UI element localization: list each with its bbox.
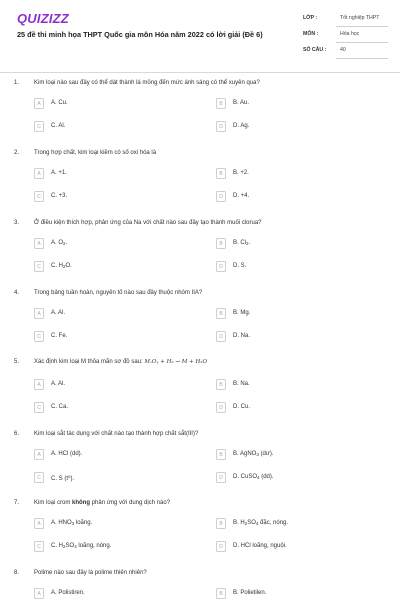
option-a[interactable] [34, 449, 184, 461]
question-number: 5. [14, 359, 20, 365]
quizizz-logo: QUIZIZZ [17, 11, 69, 26]
option-text: A. Polistiren. [51, 590, 85, 596]
option-c[interactable] [34, 121, 184, 133]
option-d[interactable] [216, 261, 366, 273]
option-letter: D [216, 261, 226, 272]
option-d[interactable] [216, 472, 366, 484]
option-text: D. Cu. [233, 404, 251, 410]
option-text: C. Ca. [51, 404, 69, 410]
reaction-formula: MₓOᵧ + H₂ → M + H₂O [144, 359, 207, 365]
option-text: C. +3. [51, 193, 68, 199]
option-letter: C [34, 191, 44, 202]
option-text: B. +2. [233, 170, 249, 176]
option-text: D. Ag. [233, 123, 250, 129]
option-letter: D [216, 191, 226, 202]
option-letter: B [216, 518, 226, 529]
option-letter: B [216, 168, 226, 179]
option-text: A. Al. [51, 381, 66, 387]
option-letter: C [34, 261, 44, 272]
option-letter: A [34, 588, 44, 599]
meta-count-row [298, 44, 388, 60]
option-text: C. $H_2SO_4$ loãng, nóng. [51, 543, 112, 549]
option-d[interactable] [216, 402, 366, 414]
option-text: B. Au. [233, 100, 250, 106]
option-text: A. Cu. [51, 100, 68, 106]
option-c[interactable] [34, 331, 184, 343]
option-letter: C [34, 331, 44, 342]
option-letter: D [216, 121, 226, 132]
count-value: 40 [340, 47, 346, 53]
option-text: A. Al. [51, 310, 66, 316]
option-b[interactable] [216, 168, 366, 180]
option-letter: D [216, 472, 226, 483]
option-b[interactable] [216, 98, 366, 110]
option-letter: C [34, 121, 44, 132]
option-a[interactable] [34, 98, 184, 110]
option-text: B. Mg. [233, 310, 251, 316]
question-number: 6. [14, 431, 20, 437]
document-title: 25 đề thi minh họa THPT Quốc gia môn Hóa năm 2022 có lời giải (Đề 6) [17, 30, 263, 39]
option-letter: D [216, 402, 226, 413]
question-text: Xác định kim loại M thỏa mãn sơ đồ sau: MₓOᵧ + H₂ → M + H₂O [34, 359, 207, 365]
option-d[interactable] [216, 541, 366, 553]
option-c[interactable] [34, 541, 184, 553]
question-number: 3. [14, 220, 20, 226]
option-letter: A [34, 449, 44, 460]
option-text: A. HCl (dd). [51, 451, 83, 457]
question-text: Trong bảng tuần hoàn, nguyên tố nào sau đây thuộc nhóm IIA? [34, 290, 203, 296]
subject-label: MÔN : [303, 31, 319, 37]
option-letter: C [34, 402, 44, 413]
option-text: D. Na. [233, 333, 251, 339]
class-label: LỚP : [303, 15, 318, 21]
question-number: 7. [14, 500, 20, 506]
option-a[interactable] [34, 518, 184, 530]
option-text: D. CuSO$_4$ (dd). [233, 474, 274, 480]
option-b[interactable] [216, 238, 366, 250]
option-b[interactable] [216, 449, 366, 461]
option-text: C. Al. [51, 123, 66, 129]
option-letter: B [216, 238, 226, 249]
option-text: D. S. [233, 263, 247, 269]
question-number: 2. [14, 150, 20, 156]
option-d[interactable] [216, 331, 366, 343]
option-c[interactable] [34, 472, 184, 484]
option-b[interactable] [216, 379, 366, 391]
meta-underline [336, 58, 388, 59]
meta-underline [336, 42, 388, 43]
option-text: B. $H_2SO_4$ đặc, nóng. [233, 520, 289, 526]
meta-class-row [298, 12, 388, 28]
option-letter: B [216, 588, 226, 599]
option-c[interactable] [34, 261, 184, 273]
option-letter: C [34, 541, 44, 552]
meta-subject-row [298, 28, 388, 44]
option-a[interactable] [34, 379, 184, 391]
option-text: B. AgNO$_3$ (dư). [233, 451, 274, 457]
option-a[interactable] [34, 308, 184, 320]
option-text: C. $H_2O$. [51, 263, 72, 269]
option-letter: C [34, 472, 44, 483]
option-letter: A [34, 168, 44, 179]
option-c[interactable] [34, 402, 184, 414]
meta-underline [336, 26, 388, 27]
option-text: C. S $(t^o)$. [51, 474, 75, 482]
question-text: Ở điều kiện thích hợp, phản ứng của Na với chất nào sau đây tạo thành muối clorua? [34, 220, 262, 226]
header-divider [0, 72, 400, 73]
option-letter: B [216, 98, 226, 109]
option-a[interactable] [34, 588, 184, 600]
question-number: 1. [14, 80, 20, 86]
option-a[interactable] [34, 238, 184, 250]
option-letter: B [216, 379, 226, 390]
option-letter: A [34, 238, 44, 249]
option-c[interactable] [34, 191, 184, 203]
option-text: A. $HNO_3$ loãng. [51, 520, 93, 526]
worksheet-header [0, 0, 400, 72]
option-text: D. HCl loãng, nguội. [233, 543, 287, 549]
option-d[interactable] [216, 191, 366, 203]
option-text: A. +1. [51, 170, 67, 176]
count-label: SỐ CÂU : [303, 47, 327, 53]
option-letter: B [216, 308, 226, 319]
option-letter: A [34, 518, 44, 529]
option-text: D. +4. [233, 193, 250, 199]
question-text: Kim loại sắt tác dụng với chất nào tạo thành hợp chất sắt(III)? [34, 431, 199, 437]
option-text: B. Polietilen. [233, 590, 267, 596]
option-a[interactable] [34, 168, 184, 180]
option-letter: D [216, 331, 226, 342]
option-text: B. Na. [233, 381, 250, 387]
question-text: Kim loại crom không phản ứng với dung dịch nào? [34, 500, 171, 506]
question-number: 4. [14, 290, 20, 296]
option-b[interactable] [216, 308, 366, 320]
option-letter: A [34, 379, 44, 390]
option-letter: A [34, 98, 44, 109]
option-letter: B [216, 449, 226, 460]
question-text: Trong hợp chất, kim loại kiềm có số oxi hóa là [34, 150, 157, 156]
option-b[interactable] [216, 518, 366, 530]
question-number: 8. [14, 570, 20, 576]
option-letter: A [34, 308, 44, 319]
meta-panel [298, 12, 388, 60]
question-text: Polime nào sau đây là polime thiên nhiên? [34, 570, 147, 576]
option-b[interactable] [216, 588, 366, 600]
option-text: C. Fe. [51, 333, 68, 339]
class-value: Tốt nghiệp THPT [340, 15, 380, 21]
option-text: A. $O_2$. [51, 240, 68, 246]
question-text: Kim loại nào sau đây có thể dát thành lá mỏng đến mức ánh sáng có thể xuyên qua? [34, 80, 260, 86]
option-d[interactable] [216, 121, 366, 133]
option-letter: D [216, 541, 226, 552]
option-text: B. $Cl_2$. [233, 240, 251, 246]
subject-value: Hóa học [340, 31, 360, 37]
